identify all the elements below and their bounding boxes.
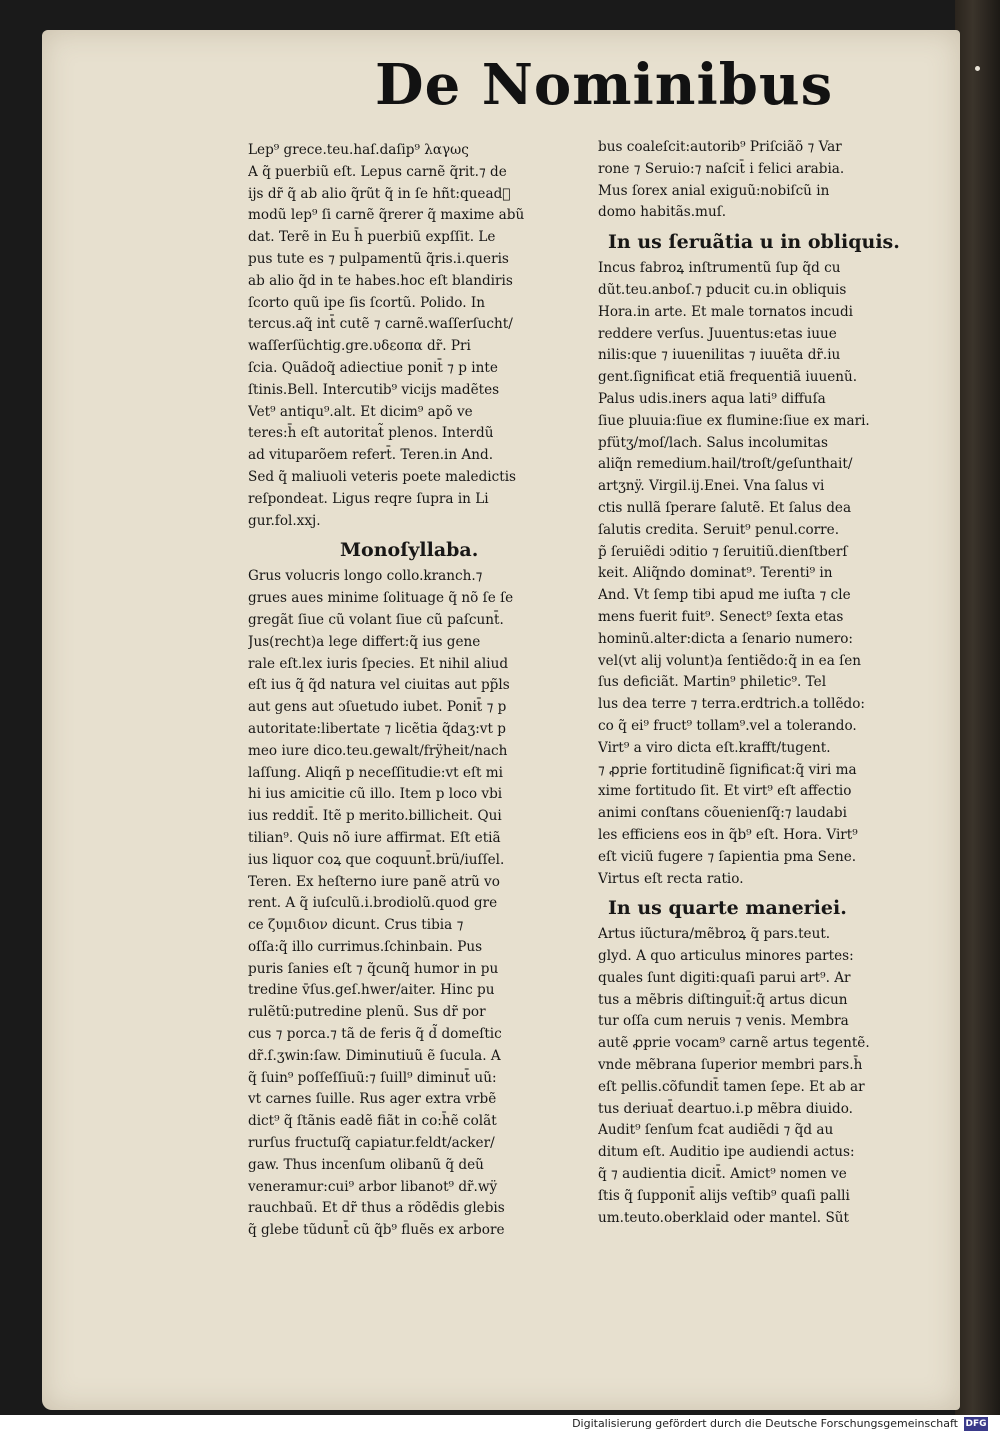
text-line: dr̃.ſ.ʒwin:ſaw. Diminutiuũ ẽ ſucula. A (248, 1047, 501, 1064)
text-line: tercus.aq̃ int̄ cutẽ ⁊ carnẽ.waſſerſucht/ (248, 316, 513, 333)
text-line: oſſa:q̃ illo currimus.ſchinbain. Pus (248, 938, 483, 955)
text-line: ⁊ ꝓprie fortitudinẽ ſignificat:q̃ viri ma (598, 761, 857, 778)
text-line: gregãt ſiue cũ volant ſiue cũ paſcunt̄. (248, 611, 504, 628)
text-line: ſus deficiãt. Martin⁹ philetic⁹. Tel (598, 674, 827, 691)
text-line: tredine v̄ſus.geſ.hwer/aiter. Hinc pu (248, 982, 495, 999)
text-line: q̃ ⁊ audientia dicit̄. Amict⁹ nomen ve (598, 1166, 847, 1183)
text-line: vt carnes ſuille. Rus ager extra vrbẽ (248, 1091, 497, 1108)
text-line: Audit⁹ ſenſum fcat audiẽdi ⁊ q̃d au (598, 1122, 834, 1139)
text-line: ſiue pluuia:ſiue ex flumine:ſiue ex mari. (598, 412, 870, 429)
text-line: Teren. Ex heſterno iure panẽ atrũ vo (248, 873, 500, 890)
text-line: vnde mẽbrana ſuperior membri pars.h̄ (598, 1057, 863, 1074)
text-line: modũ lep⁹ ſi carnẽ q̃rerer q̃ maxime abũ (248, 207, 525, 224)
text-line: dict⁹ q̃ ſtãnis eadẽ fiãt in co:h̄ẽ colãt (248, 1113, 497, 1130)
edge-dot (975, 66, 980, 71)
text-line: teres:h̄ eſt autoritat̃ plenos. Interdũ (248, 425, 494, 442)
text-line: glyd. A quo articulus minores partes: (598, 948, 854, 965)
text-line: hi ius amicitie cũ illo. Item p loco vbi (248, 786, 503, 803)
text-line: ſtinis.Bell. Intercutib⁹ vicijs madẽtes (248, 381, 500, 398)
text-line: tus deriuat̄ deartuo.i.p mẽbra diuido. (598, 1100, 853, 1117)
text-line: les efficiens eos in q̃b⁹ eſt. Hora. Virt⁹ (598, 826, 858, 843)
text-line: tilian⁹. Quis nõ iure affirmat. Eſt etiã (248, 829, 501, 846)
running-title: De Nominibus (375, 52, 834, 118)
text-line: Artus iũctura/mẽbroꝝ q̃ pars.teut. (598, 926, 831, 943)
text-line: Grus volucris longo collo.kranch.⁊ (248, 568, 483, 585)
text-line: tur oſſa cum neruis ⁊ venis. Membra (598, 1013, 849, 1030)
text-line: waſſerſüchtig.gre.υδεοπα dr̃. Pri (248, 338, 471, 355)
text-line: rent. A q̃ iuſculũ.i.brodiolũ.quod gre (248, 895, 498, 912)
text-line: xime fortitudo ſit. Et virt⁹ eſt affectio (598, 783, 852, 800)
text-line: veneramur:cui⁹ arbor libanot⁹ dr̃.wÿ (248, 1178, 498, 1195)
text-line: gaw. Thus incenſum olibanũ q̃ deũ (248, 1156, 484, 1173)
dfg-logo-icon: DFG (965, 1419, 987, 1429)
text-line: Lep⁹ grece.teu.haſ.daſip⁹ λαγως (248, 142, 469, 158)
text-line: cus ⁊ porca.⁊ tã de feris q̃ d̃ domeſtic (248, 1026, 502, 1043)
text-line: rulẽtũ:putredine plenũ. Sus dr̃ por (248, 1004, 486, 1021)
text-line: Hora.in arte. Et male tornatos incudi (598, 303, 854, 320)
text-line: ſcorto quũ ipe ſis ſcortũ. Polido. In (248, 294, 485, 311)
text-line: ſalutis credita. Seruit⁹ penul.corre. (598, 521, 840, 538)
text-line: And. Vt ſemp tibi apud me iuſta ⁊ cle (598, 587, 851, 604)
text-line: rurſus fructuſq̃ capiatur.feldt/acker/ (248, 1135, 495, 1152)
text-line: bus coaleſcit:autorib⁹ Priſciãõ ⁊ Var (598, 139, 842, 155)
section-heading-us-servantia: In us ſeruãtia u in obliquis. (608, 231, 900, 254)
text-line: ſtis q̃ ſupponit̄ alijs veſtib⁹ quaſi palli (598, 1187, 850, 1204)
text-line: artʒnÿ. Virgil.ij.Enei. Vna ſalus vi (598, 478, 825, 495)
text-line: gur.fol.xxj. (248, 512, 321, 529)
text-line: rauchbaũ. Et dr̃ thus a rõdẽdis glebis (248, 1200, 505, 1217)
text-line: Virtus eſt recta ratio. (598, 870, 744, 887)
text-line: grues aues minime ſolituage q̃ nõ ſe ſe (248, 590, 514, 607)
book-spine (955, 0, 1000, 1415)
text-line: aut gens aut ↄſuetudo iubet. Ponit̄ ⁊ p (248, 699, 507, 716)
text-line: domo habitãs.muſ. (598, 204, 727, 221)
text-line: ce ζυμιδιον dicunt. Crus tibia ⁊ (248, 917, 464, 934)
text-line: mens fuerit fuit⁹. Senect⁹ ſexta etas (598, 608, 844, 625)
text-line: laſſung. Aliqñ p neceſſitudie:vt eſt mi (248, 764, 504, 781)
text-line: eſt pellis.cõfundit̄ tamen ſepe. Et ab ar (598, 1078, 865, 1095)
text-line: p̃ ſeruiẽdi ↄditio ⁊ ſeruitiũ.dienſtberſ (598, 543, 848, 560)
funding-credit: Digitalisierung gefördert durch die Deutsche Forschungsgemeinschaft (572, 1417, 958, 1430)
text-line: tus a mẽbris diſtinguit̄:q̃ artus dicun (598, 991, 848, 1008)
text-line: co q̃ ei⁹ fruct⁹ tollam⁹.vel a tolerando. (598, 717, 857, 734)
text-line: rale eſt.lex iuris ſpecies. Et nihil aliud (248, 655, 509, 672)
text-line: reſpondeat. Ligus reqre ſupra in Li (248, 490, 489, 507)
text-line: reddere verſus. Juuentus:etas iuue (598, 325, 837, 342)
text-line: Incus fabroꝝ inſtrumentũ ſup q̃d cu (598, 260, 841, 277)
text-line: um.teuto.oberklaid oder mantel. Sũt (598, 1209, 849, 1226)
text-line: ctis nullã ſperare ſalutẽ. Et ſalus dea (598, 499, 852, 516)
text-line: dũt.teu.anboſ.⁊ pducit cu.in obliquis (598, 281, 847, 298)
text-line: Sed q̃ maliuoli veteris poete maledictis (248, 468, 517, 485)
text-line: Mus ſorex anial exiguũ:nobiſcũ in (598, 182, 830, 199)
text-line: Palus udis.iners aqua lati⁹ diffuſa (598, 390, 826, 407)
text-line: eſt ius q̃ q̃d natura vel ciuitas aut pp̃ls (248, 677, 510, 694)
text-line: Jus(recht)a lege differt:q̃ ius gene (248, 633, 481, 650)
left-column (248, 140, 593, 1242)
text-line: Vet⁹ antiqu⁹.alt. Et dicim⁹ apõ ve (248, 403, 473, 420)
text-line: lus dea terre ⁊ terra.erdtrich.a tollẽdo: (598, 696, 865, 713)
right-text-block-2 (598, 258, 948, 890)
text-line: rone ⁊ Seruio:⁊ naſcit̄ i felici arabia. (598, 160, 845, 177)
text-line: keit. Aliq̃ndo dominat⁹. Terenti⁹ in (598, 565, 833, 582)
text-line: eſt viciũ fugere ⁊ ſapientia pma Sene. (598, 848, 857, 865)
text-line: ab alio q̃d in te habes.hoc eſt blandiris (248, 272, 513, 289)
text-line: q̃ ſuin⁹ poſſeſſiuũ:⁊ ſuill⁹ diminut̄ uũ: (248, 1069, 497, 1086)
text-line: ad vituparõem refert̄. Teren.in And. (248, 447, 494, 464)
text-line: autẽ ꝓprie vocam⁹ carnẽ artus tegentẽ. (598, 1035, 870, 1052)
text-line: Virt⁹ a viro dicta eſt.krafft/tugent. (598, 739, 831, 756)
text-line: ius reddit̄. Itẽ p merito.billicheit. Qui (248, 808, 502, 825)
text-line: pus tute es ⁊ pulpamentũ q̃ris.i.queris (248, 250, 509, 267)
right-column (598, 137, 948, 1229)
text-line: quales ſunt digiti:quaſi parui art⁹. Ar (598, 969, 851, 986)
text-line: ditum eſt. Auditio ipe audiendi actus: (598, 1144, 855, 1161)
text-line: autoritate:libertate ⁊ licẽtia q̃daʒ:vt p (248, 720, 506, 737)
text-line: q̃ glebe tũdunt̄ cũ q̃b⁹ fluẽs ex arbore (248, 1222, 505, 1239)
right-text-block-1 (598, 137, 948, 224)
text-line: ius liquor coꝝ que coquunt̄.brü/iuſſel. (248, 851, 505, 868)
section-heading-quarte-maneriei: In us quarte maneriei. (608, 897, 847, 920)
text-line: dat. Terẽ in Eu h̄ puerbiũ expſſit. Le (248, 229, 496, 246)
text-line: ſcia. Quãdoq̃ adiectiue ponit̄ ⁊ p inte (248, 359, 498, 376)
left-text-block-1 (248, 140, 593, 532)
text-line: puris ſanies eſt ⁊ q̃cunq̃ humor in pu (248, 960, 499, 977)
right-text-block-3 (598, 924, 948, 1229)
text-line: meo iure dico.teu.gewalt/frÿheit/nach (248, 742, 508, 759)
text-line: vel(vt alij volunt)a ſentiẽdo:q̃ in ea ſen (598, 652, 861, 669)
section-heading-monosyllaba: Monoſyllaba. (340, 539, 479, 562)
text-line: aliq̃n remedium.hail/troſt/geſunthait/ (598, 456, 853, 473)
text-line: hominũ.alter:dicta a ſenario numero: (598, 630, 854, 647)
text-line: ijs dr̃ q̃ ab alio q̃rũt q̃ in ſe hñt:queadᷓ (248, 185, 511, 202)
text-line: nilis:que ⁊ iuuenilitas ⁊ iuuẽta dr̃.iu (598, 347, 841, 364)
text-line: gent.ſignificat etiã frequentiã iuuenũ. (598, 369, 858, 386)
text-line: pfütʒ/moſ/lach. Salus incolumitas (598, 434, 828, 451)
text-line: animi conſtans cõuenienſq̃:⁊ laudabi (598, 805, 847, 822)
footer-bar (0, 1415, 1000, 1435)
left-text-block-2 (248, 566, 593, 1242)
text-line: A q̃ puerbiũ eſt. Lepus carnẽ q̃rit.⁊ de (248, 163, 507, 180)
